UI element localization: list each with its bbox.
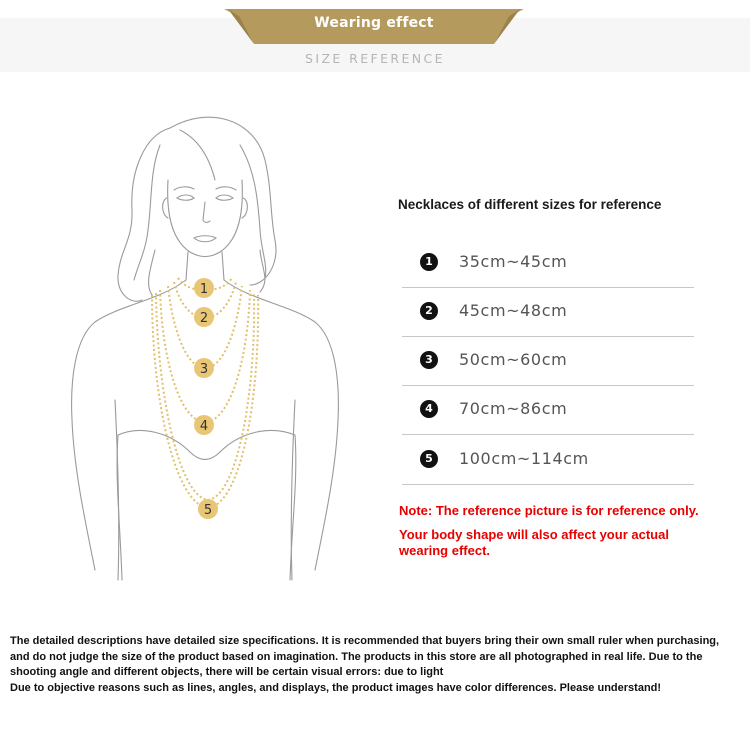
disclaimer-paragraph-2: Due to objective reasons such as lines, angles, and displays, the product images have color differences. Please understand! xyxy=(10,682,662,694)
banner-title: Wearing effect xyxy=(314,15,434,31)
size-number-badge: 2 xyxy=(420,302,438,320)
size-length: 45cm~48cm xyxy=(459,301,568,320)
size-length: 70cm~86cm xyxy=(459,399,568,418)
body-shape-note: Your body shape will also affect your actual wearing effect. xyxy=(399,527,669,558)
wearing-effect-banner xyxy=(224,7,524,45)
svg-text:5: 5 xyxy=(203,503,213,518)
marker-3 xyxy=(194,358,214,378)
size-length: 50cm~60cm xyxy=(459,350,568,369)
size-row-3 xyxy=(402,337,694,386)
size-number-badge: 4 xyxy=(420,400,438,418)
size-length: 100cm~114cm xyxy=(459,449,589,468)
size-number-badge: 1 xyxy=(420,253,438,271)
size-number-badge: 5 xyxy=(420,450,438,468)
marker-2 xyxy=(194,307,214,327)
size-markers xyxy=(60,100,360,600)
reference-note: Note: The reference picture is for reference only. xyxy=(399,503,699,518)
size-number-badge: 3 xyxy=(420,351,438,369)
woman-necklace-illustration xyxy=(60,100,360,600)
size-row-2 xyxy=(402,288,694,337)
svg-text:4: 4 xyxy=(199,419,209,434)
sizes-heading: Necklaces of different sizes for reference xyxy=(398,197,662,212)
size-row-1 xyxy=(402,239,694,288)
size-row-5 xyxy=(402,436,694,485)
size-length: 35cm~45cm xyxy=(459,252,568,271)
svg-text:3: 3 xyxy=(199,362,209,377)
svg-text:2: 2 xyxy=(199,311,209,326)
size-reference-subtitle: SIZE REFERENCE xyxy=(305,51,445,66)
marker-4 xyxy=(194,415,214,435)
disclaimer-paragraph-1: The detailed descriptions have detailed size specifications. It is recommended that buyers bring their own small ruler when purchasing, and do not judge the size of the product based on imagination. The products in this store are all photographed in real life. Due to the shooting angle and different objects, there will be certain visual errors: due to light xyxy=(10,635,720,678)
size-row-4 xyxy=(402,386,694,435)
svg-text:1: 1 xyxy=(199,282,209,297)
marker-1 xyxy=(194,278,214,298)
marker-5 xyxy=(198,499,218,519)
